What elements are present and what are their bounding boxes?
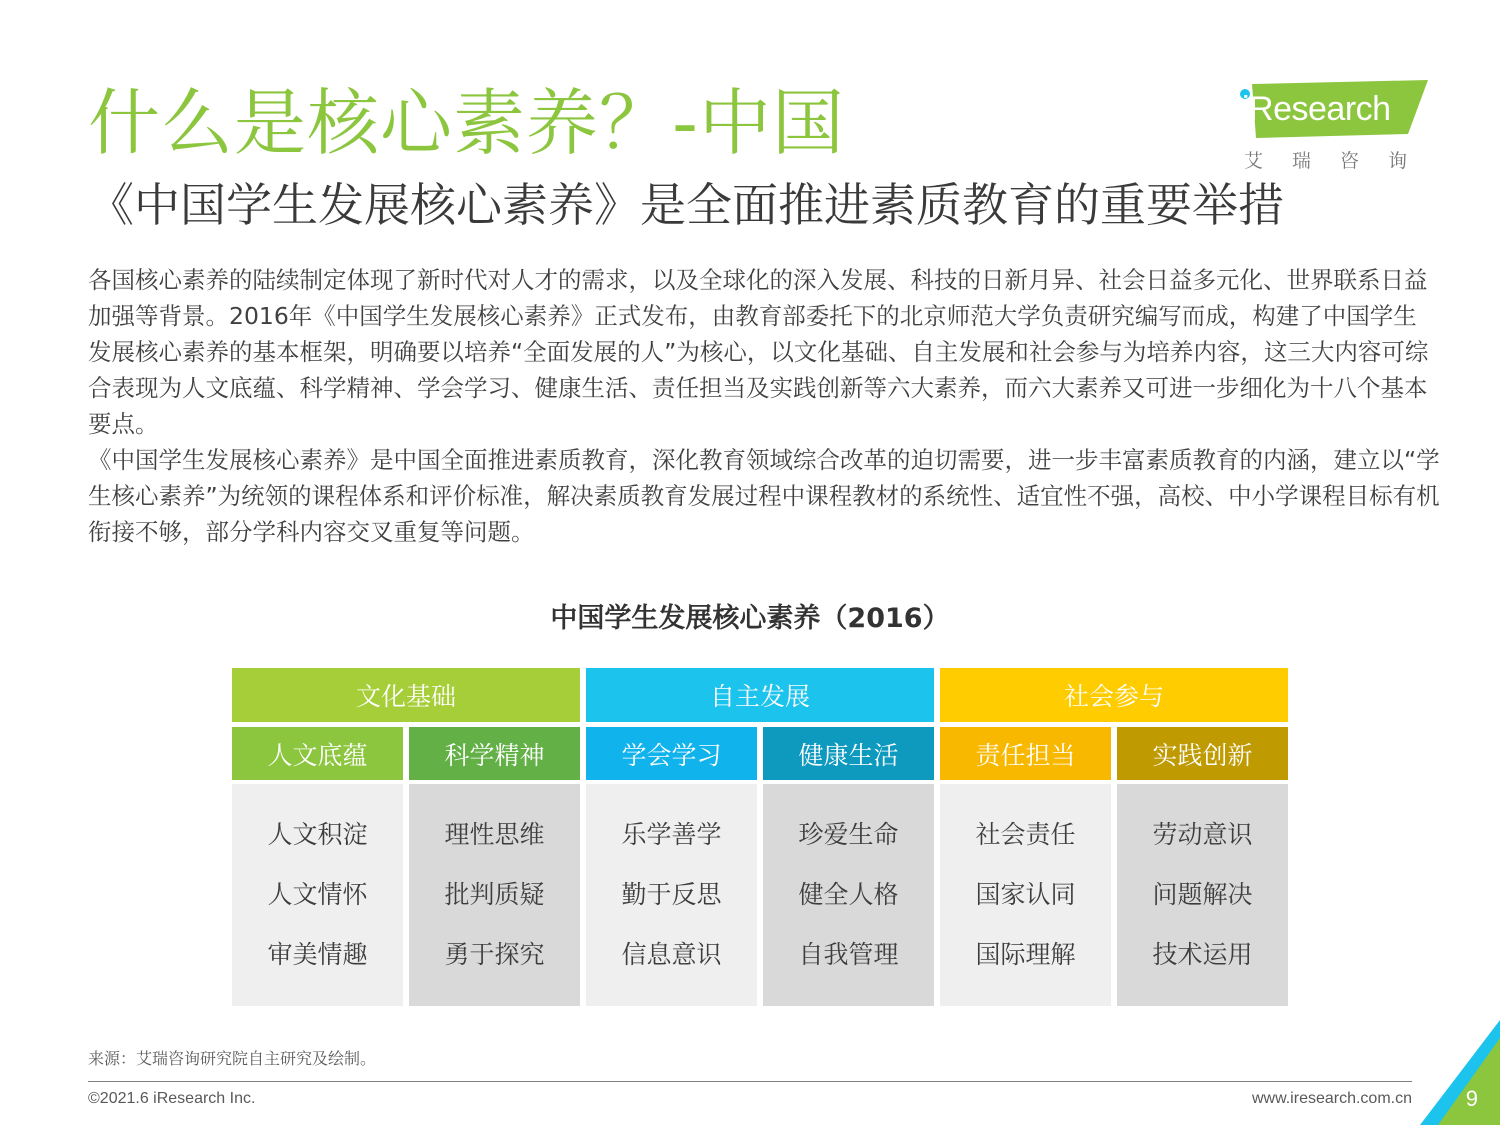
category-header: 文化基础 [232,668,580,722]
diagram-title: 中国学生发展核心素养（2016） [550,603,950,634]
website-link[interactable]: www.iresearch.com.cn [1251,1090,1412,1107]
category-header: 自主发展 [586,668,934,722]
point-item: 批判质疑 [444,880,545,909]
iresearch-logo [1238,80,1437,172]
area-header: 健康生活 [763,727,934,780]
page-number: 9 [1465,1086,1478,1111]
point-item: 信息意识 [621,940,722,969]
point-item: 人文情怀 [267,880,368,909]
point-item: 技术运用 [1152,940,1253,969]
corner-decoration-icon [1420,1020,1500,1125]
point-item: 审美情趣 [267,940,368,969]
point-item: 劳动意识 [1152,820,1253,849]
point-item: 国际理解 [975,940,1076,969]
page-title: 什么是核心素养？-中国 [88,81,845,165]
point-item: 勤于反思 [621,880,722,909]
points-column [763,784,934,1006]
point-item: 社会责任 [975,820,1076,849]
area-header: 科学精神 [409,727,580,780]
points-column [940,784,1111,1006]
point-item: 健全人格 [798,880,899,909]
points-column [232,784,403,1006]
point-item: 理性思维 [444,820,545,849]
point-item: 勇于探究 [444,940,545,969]
area-header: 责任担当 [940,727,1111,780]
point-item: 国家认同 [975,880,1076,909]
logo-wordmark: iResearch [1242,90,1391,128]
logo-subtitle: 艾瑞咨询 [1244,150,1437,172]
points-column [586,784,757,1006]
point-item: 人文积淀 [267,820,368,849]
body-paragraph: 《中国学生发展核心素养》是中国全面推进素质教育，深化教育领域综合改革的迫切需要，进一步丰富素质教育的内涵，建立以“学生核心素养”为统领的课程体系和评价标准，解决素质教育发展过程中课程教材的系统性、适宜性不强，高校、中小学课程目标有机衔接不够，部分学科内容交叉重复等问题。 [88,446,1440,546]
area-header: 学会学习 [586,727,757,780]
page-subtitle: 《中国学生发展核心素养》是全面推进素质教育的重要举措 [88,178,1284,232]
point-item: 珍爱生命 [798,820,899,849]
area-header: 人文底蕴 [232,727,403,780]
body-paragraph: 各国核心素养的陆续制定体现了新时代对人才的需求，以及全球化的深入发展、科技的日新月异、社会日益多元化、世界联系日益加强等背景。2016年《中国学生发展核心素养》正式发布，由教育部委托下的北京师范大学负责研究编写而成，构建了中国学生发展核心素养的基本框架，明确要以培养“全面发展的人”为核心，以文化基础、自主发展和社会参与为培养内容，这三大内容可综合表现为人文底蕴、科学精神、学会学习、健康生活、责任担当及实践创新等六大素养，而六大素养又可进一步细化为十八个基本要点。 [88,266,1429,438]
points-column [1117,784,1288,1006]
point-item: 自我管理 [798,940,899,969]
points-column [409,784,580,1006]
footer-divider [88,1081,1412,1082]
core-competency-diagram [232,668,1288,1006]
point-item: 乐学善学 [621,820,722,849]
point-item: 问题解决 [1152,880,1253,909]
source-note: 来源：艾瑞咨询研究院自主研究及绘制。 [88,1049,377,1068]
category-header: 社会参与 [940,668,1288,722]
area-header: 实践创新 [1117,727,1288,780]
copyright: ©2021.6 iResearch Inc. [88,1090,256,1107]
body-text [88,262,1440,550]
